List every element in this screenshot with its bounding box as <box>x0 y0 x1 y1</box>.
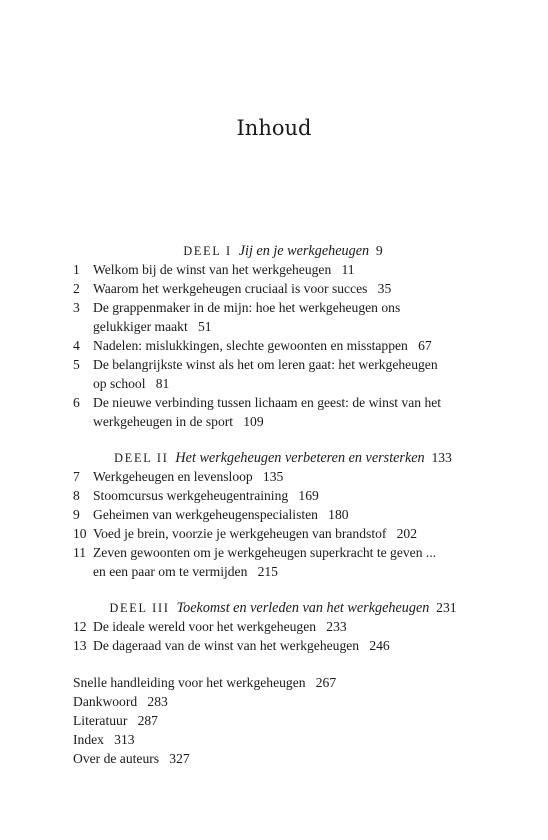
chapter-title-line <box>93 336 493 355</box>
back-matter-entry <box>73 692 493 711</box>
chapter-title-text: Stoomcursus werkgeheugentraining <box>93 488 289 503</box>
page-title: Inhoud <box>236 116 312 140</box>
chapter-number: 7 <box>73 469 80 484</box>
chapter-title-text: op school <box>93 376 146 391</box>
chapter-page: 11 <box>341 262 355 277</box>
back-matter-title: Literatuur <box>73 713 128 728</box>
part-title: Jij en je werkgeheugen <box>238 243 370 259</box>
chapter-title-text: Zeven gewoonten om je werkgeheugen superkracht te geven ... <box>93 545 437 560</box>
back-matter-page: 267 <box>315 675 337 690</box>
chapter-page: 109 <box>243 414 264 429</box>
chapter-title-text: De dageraad van de winst van het werkgeheugen <box>93 638 360 653</box>
section-gap <box>73 655 493 673</box>
back-matter-page: 283 <box>147 694 168 709</box>
part-heading <box>73 598 493 617</box>
section-gap <box>73 581 493 598</box>
chapter-number: 2 <box>73 281 80 296</box>
chapter-title-text: werkgeheugen in de sport <box>93 414 234 429</box>
chapter-title-line <box>93 355 493 374</box>
chapter-number: 9 <box>73 507 80 522</box>
toc-entry <box>73 486 493 505</box>
table-of-contents <box>73 241 493 768</box>
toc-entry <box>73 393 493 431</box>
chapter-number: 12 <box>73 619 87 634</box>
part-page: 133 <box>431 450 452 465</box>
part-label: DEEL II <box>114 451 169 465</box>
chapter-title-line <box>93 298 493 317</box>
chapter-title-text: Nadelen: mislukkingen, slechte gewoonten en misstappen <box>93 338 408 353</box>
chapter-number: 3 <box>73 300 80 315</box>
chapter-title-line <box>93 279 493 298</box>
chapter-title-line <box>93 374 493 393</box>
chapter-title-text: De ideale wereld voor het werkgeheugen <box>93 619 317 634</box>
chapter-title-text: gelukkiger maakt <box>93 319 188 334</box>
chapter-page: 35 <box>377 281 392 296</box>
toc-entry <box>73 355 493 393</box>
chapter-title-line <box>93 617 493 636</box>
chapter-title-line <box>93 393 493 412</box>
chapter-title-line <box>93 524 493 543</box>
toc-entry <box>73 279 493 298</box>
chapter-number: 13 <box>73 638 87 653</box>
toc-entry <box>73 617 493 636</box>
chapter-title-line <box>93 260 493 279</box>
chapter-title-text: De grappenmaker in de mijn: hoe het werkgeheugen ons <box>93 300 401 315</box>
chapter-title-line <box>93 467 493 486</box>
part-heading <box>73 448 493 467</box>
back-matter-entry <box>73 749 493 768</box>
back-matter-entry <box>73 730 493 749</box>
part-label: DEEL I <box>183 244 232 258</box>
chapter-number: 4 <box>73 338 80 353</box>
back-matter-page: 327 <box>169 751 190 766</box>
chapter-page: 215 <box>257 564 278 579</box>
section-gap <box>73 431 493 448</box>
back-matter-title: Index <box>73 732 104 747</box>
chapter-title-text: Welkom bij de winst van het werkgeheugen <box>93 262 332 277</box>
toc-entry <box>73 298 493 336</box>
chapter-title-text: Waarom het werkgeheugen cruciaal is voor succes <box>93 281 368 296</box>
back-matter-page: 313 <box>114 732 135 747</box>
chapter-number: 8 <box>73 488 80 503</box>
part-title: Het werkgeheugen verbeteren en versterken <box>175 450 425 466</box>
part-label: DEEL III <box>109 601 170 615</box>
toc-entry <box>73 336 493 355</box>
chapter-page: 67 <box>418 338 432 353</box>
chapter-title-line <box>93 486 493 505</box>
chapter-title-line <box>93 317 493 336</box>
toc-entry <box>73 467 493 486</box>
chapter-page: 51 <box>197 319 212 334</box>
chapter-number: 1 <box>73 262 80 277</box>
back-matter-entry <box>73 673 493 692</box>
chapter-page: 169 <box>298 488 319 503</box>
toc-entry <box>73 260 493 279</box>
chapter-number: 10 <box>73 526 87 541</box>
chapter-page: 246 <box>369 638 390 653</box>
chapter-title-line <box>93 636 493 655</box>
chapter-title-text: en een paar om te vermijden <box>93 564 248 579</box>
back-matter-entry <box>73 711 493 730</box>
chapter-title-line <box>93 562 493 581</box>
chapter-page: 233 <box>326 619 347 634</box>
toc-entry <box>73 505 493 524</box>
chapter-title-line <box>93 543 493 562</box>
chapter-title-text: Geheimen van werkgeheugenspecialisten <box>93 507 318 522</box>
toc-entry <box>73 636 493 655</box>
chapter-page: 135 <box>262 469 284 484</box>
part-page: 231 <box>436 600 457 615</box>
chapter-page: 81 <box>155 376 170 391</box>
chapter-number: 6 <box>73 395 80 410</box>
part-page: 9 <box>375 243 383 258</box>
part-heading <box>73 241 493 260</box>
chapter-number: 11 <box>73 545 87 560</box>
toc-entry <box>73 543 493 581</box>
chapter-page: 180 <box>328 507 349 522</box>
back-matter-title: Dankwoord <box>73 694 138 709</box>
toc-entry <box>73 524 493 543</box>
chapter-title-line <box>93 412 493 431</box>
chapter-title-text: Voed je brein, voorzie je werkgeheugen van brandstof <box>93 526 387 541</box>
back-matter-title: Over de auteurs <box>73 751 160 766</box>
chapter-title-text: Werkgeheugen en levensloop <box>93 469 253 484</box>
part-title: Toekomst en verleden van het werkgeheugen <box>176 600 430 616</box>
back-matter-page: 287 <box>137 713 158 728</box>
back-matter-title: Snelle handleiding voor het werkgeheugen <box>73 675 306 690</box>
chapter-title-line <box>93 505 493 524</box>
chapter-page: 202 <box>396 526 418 541</box>
chapter-title-text: De nieuwe verbinding tussen lichaam en geest: de winst van het <box>93 395 442 410</box>
chapter-number: 5 <box>73 357 80 372</box>
chapter-title-text: De belangrijkste winst als het om leren gaat: het werkgeheugen <box>93 357 438 372</box>
